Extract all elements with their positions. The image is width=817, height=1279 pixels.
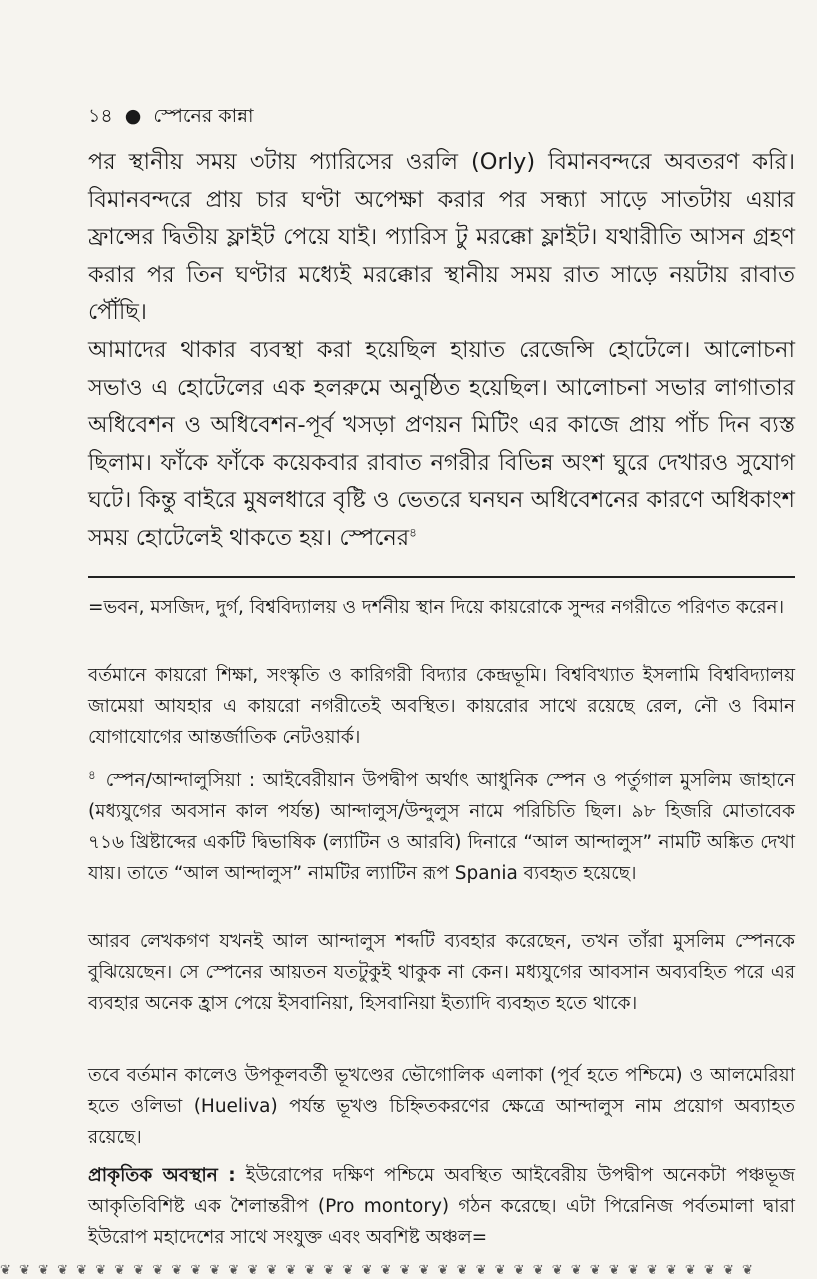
footnote-4-text: স্পেন/আন্দালুসিয়া : আইবেরীয়ান উপদ্বীপ অর্থাৎ আধুনিক স্পেন ও পর্তুগাল মুসলিম জাহানে (মধ্যযুগের অবসান কাল পর্যন্ত) আন্দালুস/উন্দুলুস নামে পরিচিতি ছিল। ৯৮ হিজরি মোতাবেক ৭১৬ খ্রিষ্টাব্দের একটি দ্বিভাষিক (ল্যাটিন ও আরবি) দিনারে “আল আন্দালুস” নামটি অঙ্কিত দেখা যায়। তাতে “আল আন্দালুস” নামটির ল্যাটিন রূপ Spania ব্যবহৃত হয়েছে। [88,770,795,885]
body-paragraph-2 [88,332,795,557]
footnote-4 [88,760,795,889]
footnote-present-day: তবে বর্তমান কালেও উপকূলবর্তী ভূখণ্ডের ভৌগোলিক এলাকা (পূর্ব হতে পশ্চিমে) ও আলমেরিয়া হতে ওলিভা (Hueliva) পর্যন্ত ভূখণ্ড চিহ্নিতকরণের ক্ষেত্রে আন্দালুস নাম প্রয়োগ অব্যাহত রয়েছে। [88,1065,795,1148]
footnote-natural-location [88,1160,795,1253]
header-separator: ● [124,105,142,127]
decorative-border: ❦ ❦ ❦ ❦ ❦ ❦ ❦ ❦ ❦ ❦ ❦ ❦ ❦ ❦ ❦ ❦ ❦ ❦ ❦ ❦ ❦ ❦ ❦ ❦ ❦ ❦ ❦ ❦ ❦ ❦ ❦ ❦ ❦ ❦ ❦ ❦ ❦ ❦ ❦ ❦ [0,1263,755,1278]
footnote-divider [88,576,795,578]
natural-location-text: ইউরোপের দক্ষিণ পশ্চিমে অবস্থিত আইবেরীয় উপদ্বীপ অনেকটা পঞ্চভূজ আকৃতিবিশিষ্ট এক শৈলান্তরীপ (Pro montory) গঠন করেছে। এটা পিরেনিজ পর্বতমালা দ্বারা ইউরোপ মহাদেশের সাথে সংযুক্ত এবং অবশিষ্ট অঞ্চল= [88,1165,795,1248]
footnote-4-number: ৪ [88,768,96,782]
natural-location-label: প্রাকৃতিক অবস্থান : [88,1165,236,1186]
page-number: ১৪ [88,105,113,127]
footnote-arab-writers: আরব লেখকগণ যখনই আল আন্দালুস শব্দটি ব্যবহার করেছেন, তখন তাঁরা মুসলিম স্পেনকে বুঝিয়েছেন। সে স্পেনের আয়তন যতটুকুই থাকুক না কেন। মধ্যযুগের আবসান অব্যবহিত পরে এর ব্যবহার অনেক হ্রাস পেয়ে ইসবানিয়া, হিসবানিয়া ইত্যাদি ব্যবহৃত হতে থাকে। [88,931,795,1014]
body-paragraph-2-text: আমাদের থাকার ব্যবস্থা করা হয়েছিল হায়াত রেজেন্সি হোটেলে। আলোচনা সভাও এ হোটেলের এক হলরুমে অনুষ্ঠিত হয়েছিল। আলোচনা সভার লাগাতার অধিবেশন ও অধিবেশন-পূর্ব খসড়া প্রণয়ন মিটিং এর কাজে প্রায় পাঁচ দিন ব্যস্ত ছিলাম। ফাঁকে ফাঁকে কয়েকবার রাবাত নগরীর বিভিন্ন অংশ ঘুরে দেখারও সুযোগ ঘটে। কিন্তু বাইরে মুষলধারে বৃষ্টি ও ভেতরে ঘনঘন অধিবেশনের কারণে অধিকাংশ সময় হোটেলেই থাকতে হয়। স্পেনের [88,337,795,551]
footnote-cairo-paragraph: বর্তমানে কায়রো শিক্ষা, সংস্কৃতি ও কারিগরী বিদ্যার কেন্দ্রভূমি। বিশ্ববিখ্যাত ইসলামি বিশ্ববিদ্যালয় জামেয়া আযহার এ কায়রো নগরীতেই অবস্থিত। কায়রোর সাথে রয়েছে রেল, নৌ ও বিমান যোগাযোগের আন্তর্জাতিক নেটওয়ার্ক। [88,665,795,748]
running-header [88,104,254,128]
book-title: স্পেনের কান্না [153,105,254,127]
body-paragraph-1: পর স্থানীয় সময় ৩টায় প্যারিসের ওরলি (Orly) বিমানবন্দরে অবতরণ করি। বিমানবন্দরে প্রায় চার ঘণ্টা অপেক্ষা করার পর সন্ধ্যা সাড়ে সাতটায় এয়ার ফ্রান্সের দ্বিতীয় ফ্লাইট পেয়ে যাই। প্যারিস টু মরক্কো ফ্লাইট। যথারীতি আসন গ্রহণ করার পর তিন ঘণ্টার মধ্যেই মরক্কোর স্থানীয় সময় রাত সাড়ে নয়টায় রাবাত পৌঁছি। [88,149,795,325]
footnote-continuation: =ভবন, মসজিদ, দুর্গ, বিশ্ববিদ্যালয় ও দর্শনীয় স্থান দিয়ে কায়রোকে সুন্দর নগরীতে পরিণত করেন। [88,597,785,618]
footnote-reference: ৪ [409,525,417,539]
